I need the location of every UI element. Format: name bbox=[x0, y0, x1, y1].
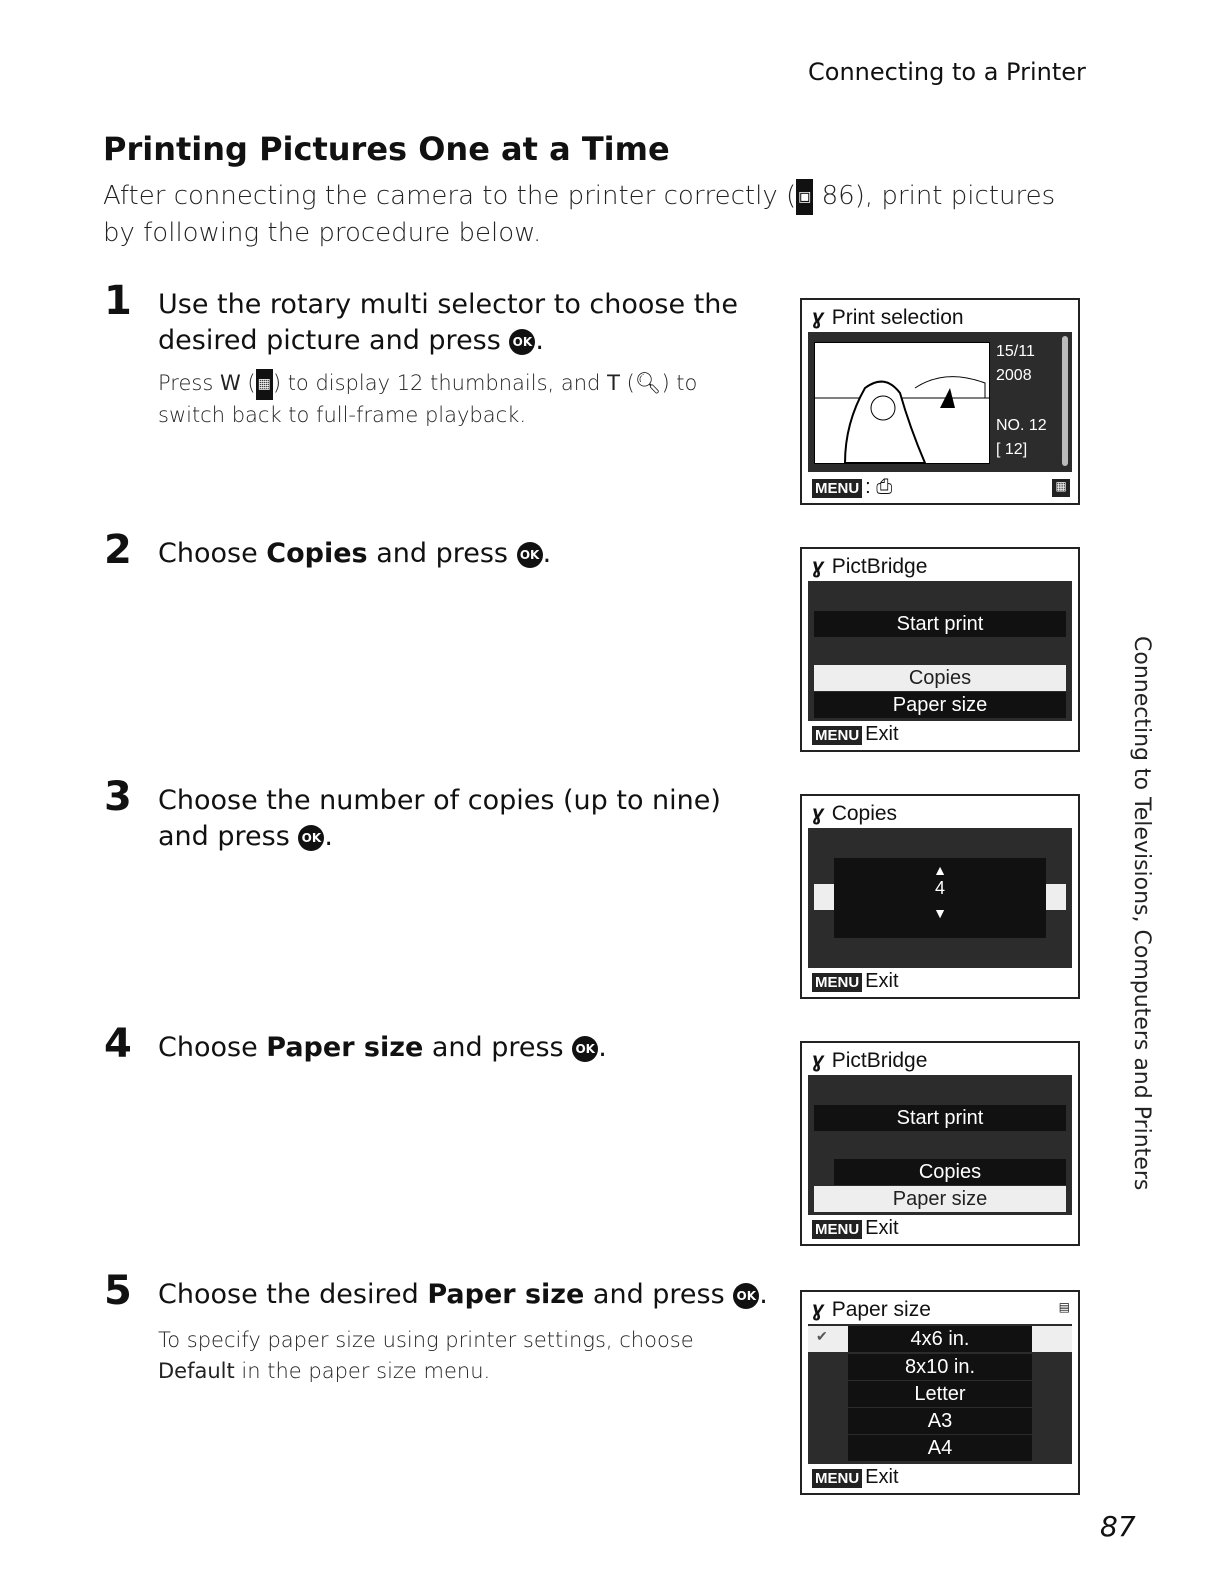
section-title: Printing Pictures One at a Time bbox=[103, 130, 670, 168]
step-instruction: Choose bbox=[158, 538, 267, 569]
step-number: 1 bbox=[104, 278, 132, 324]
exit-label: Exit bbox=[865, 970, 899, 992]
screen-paper-size bbox=[800, 1290, 1080, 1495]
menu-button-icon: MENU bbox=[812, 973, 862, 992]
screen-pictbridge-paper-size bbox=[800, 1041, 1080, 1246]
step-keyword: Copies bbox=[266, 538, 368, 569]
paper-size-list bbox=[808, 1324, 1072, 1464]
menu-panel bbox=[808, 1075, 1072, 1215]
menu-button-icon: MENU bbox=[812, 1469, 862, 1488]
step-keyword: Paper size bbox=[266, 1032, 424, 1063]
chapter-side-tab: Connecting to Televisions, Computers and Printers bbox=[1129, 636, 1154, 1191]
step-text: Choose Paper size and press OK . bbox=[158, 1032, 607, 1063]
picture-year: 2008 bbox=[996, 367, 1032, 384]
thumbnail-icon: ▦ bbox=[256, 369, 273, 400]
menu-item-paper-size[interactable]: Paper size bbox=[814, 692, 1066, 718]
t-key: T bbox=[607, 371, 620, 395]
intro-text: After connecting the camera to the printer correctly ( bbox=[103, 181, 797, 211]
w-key: W bbox=[219, 371, 241, 395]
menu-item-paper-size[interactable]: Paper size bbox=[814, 1186, 1066, 1212]
step-instruction: and press bbox=[367, 538, 508, 569]
menu-item-start-print[interactable]: Start print bbox=[814, 1105, 1066, 1131]
screen-title bbox=[812, 802, 897, 826]
step-text: Choose Copies and press OK . bbox=[158, 538, 552, 569]
copies-stepper[interactable] bbox=[834, 858, 1046, 938]
menu-button-icon: MENU bbox=[812, 726, 862, 745]
running-header: Connecting to a Printer bbox=[808, 58, 1086, 86]
ok-button-icon: OK bbox=[572, 1036, 598, 1062]
woman-boat-illustration bbox=[815, 343, 989, 463]
intro-text-end: ), print pictures by following the procedure below. bbox=[103, 181, 1056, 248]
screen-title-text: Print selection bbox=[831, 306, 964, 329]
up-arrow-icon[interactable]: ▲ bbox=[933, 862, 947, 878]
selection-bar-right bbox=[1046, 884, 1066, 910]
step-instruction: Choose bbox=[158, 1032, 267, 1063]
thumbnail-icon: ▦ bbox=[1052, 479, 1070, 497]
menu-item-copies[interactable]: Copies bbox=[834, 1159, 1066, 1185]
picture-count: [ 12] bbox=[996, 441, 1028, 458]
screen-title-text: Copies bbox=[831, 802, 898, 825]
screen-footer bbox=[812, 476, 892, 499]
note-text: Press bbox=[158, 371, 220, 395]
screen-footer bbox=[812, 723, 899, 746]
picture-info bbox=[996, 340, 1047, 462]
menu-item-start-print[interactable]: Start print bbox=[814, 611, 1066, 637]
page-reference: 86 bbox=[821, 181, 855, 211]
ok-button-icon: OK bbox=[517, 542, 543, 568]
step-number: 2 bbox=[104, 527, 132, 573]
menu-item-copies[interactable]: Copies bbox=[814, 665, 1066, 691]
card-icon: ▤ bbox=[1058, 1300, 1070, 1314]
step-instruction: and press bbox=[423, 1032, 564, 1063]
screen-pictbridge-copies bbox=[800, 547, 1080, 752]
screen-title-text: PictBridge bbox=[831, 1049, 928, 1072]
copies-panel bbox=[808, 828, 1072, 968]
zoom-icon: 🔍︎ bbox=[634, 371, 662, 395]
screen-title bbox=[812, 1298, 931, 1322]
pictbridge-icon: ɣ bbox=[812, 802, 824, 825]
exit-label: Exit bbox=[865, 723, 899, 745]
note-text: ( bbox=[619, 371, 635, 395]
screen-title bbox=[812, 555, 927, 579]
playback-panel bbox=[808, 332, 1072, 472]
note-text: ) to switch back to full-frame playback. bbox=[158, 371, 698, 427]
step-text: Use the rotary multi selector to choose the desired picture and press OK . bbox=[158, 289, 738, 356]
screen-title bbox=[812, 1049, 927, 1073]
picture-number: NO. 12 bbox=[996, 417, 1047, 434]
step-instruction: Use the rotary multi selector to choose the desired picture and press bbox=[158, 289, 738, 356]
down-arrow-icon[interactable]: ▼ bbox=[933, 905, 947, 921]
screen-footer bbox=[812, 1466, 899, 1489]
step-text: Choose the desired Paper size and press OK . bbox=[158, 1279, 768, 1310]
step-keyword: Paper size bbox=[427, 1279, 585, 1310]
picture-date: 15/11 bbox=[996, 343, 1035, 360]
paper-option[interactable]: Letter bbox=[848, 1381, 1032, 1407]
selection-bar-left bbox=[814, 884, 834, 910]
screen-footer bbox=[812, 970, 899, 993]
step-note bbox=[158, 368, 758, 431]
ok-button-icon: OK bbox=[509, 329, 535, 355]
menu-button-icon: MENU bbox=[812, 479, 862, 498]
screen-copies bbox=[800, 794, 1080, 999]
note-keyword: Default bbox=[158, 1359, 235, 1383]
exit-label: Exit bbox=[865, 1217, 899, 1239]
pictbridge-icon: ɣ bbox=[812, 1298, 824, 1321]
print-order-icon: ⎙ bbox=[876, 476, 893, 498]
ok-button-icon: OK bbox=[733, 1283, 759, 1309]
step-number: 5 bbox=[104, 1268, 132, 1314]
step-text: Choose the number of copies (up to nine) and press OK . bbox=[158, 785, 721, 852]
paper-option[interactable]: A3 bbox=[848, 1408, 1032, 1434]
ok-button-icon: OK bbox=[298, 825, 324, 851]
menu-panel bbox=[808, 581, 1072, 721]
note-text: in the paper size menu. bbox=[234, 1359, 491, 1383]
pictbridge-icon: ɣ bbox=[812, 555, 824, 578]
step-number: 4 bbox=[104, 1021, 132, 1067]
step-instruction: and press bbox=[584, 1279, 725, 1310]
step-number: 3 bbox=[104, 774, 132, 820]
paper-option[interactable]: 4x6 in. bbox=[848, 1326, 1032, 1352]
step-instruction: Choose the desired bbox=[158, 1279, 428, 1310]
step-note bbox=[158, 1325, 758, 1387]
screen-title bbox=[812, 306, 964, 330]
step-instruction: Choose the number of copies (up to nine) and press bbox=[158, 785, 721, 852]
footer-separator: : bbox=[865, 476, 877, 498]
screen-title-text: PictBridge bbox=[831, 555, 928, 578]
picture-thumbnail bbox=[814, 342, 990, 464]
screen-print-selection bbox=[800, 298, 1080, 505]
book-icon: ▣ bbox=[796, 179, 813, 215]
pictbridge-icon: ɣ bbox=[812, 1049, 824, 1072]
check-icon: ✔ bbox=[816, 1328, 828, 1344]
note-text: ) to display 12 thumbnails, and bbox=[272, 371, 608, 395]
screen-title-text: Paper size bbox=[831, 1298, 931, 1321]
copies-value: 4 bbox=[934, 878, 945, 898]
pictbridge-icon: ɣ bbox=[812, 306, 824, 329]
menu-button-icon: MENU bbox=[812, 1220, 862, 1239]
paper-option[interactable]: 8x10 in. bbox=[848, 1354, 1032, 1380]
page-number: 87 bbox=[1100, 1510, 1136, 1543]
intro-paragraph bbox=[103, 178, 1063, 251]
paper-option[interactable]: A4 bbox=[848, 1435, 1032, 1461]
screen-footer bbox=[812, 1217, 899, 1240]
exit-label: Exit bbox=[865, 1466, 899, 1488]
note-text: ( bbox=[240, 371, 256, 395]
scrollbar bbox=[1062, 336, 1068, 466]
note-text: To specify paper size using printer settings, choose bbox=[158, 1328, 694, 1352]
